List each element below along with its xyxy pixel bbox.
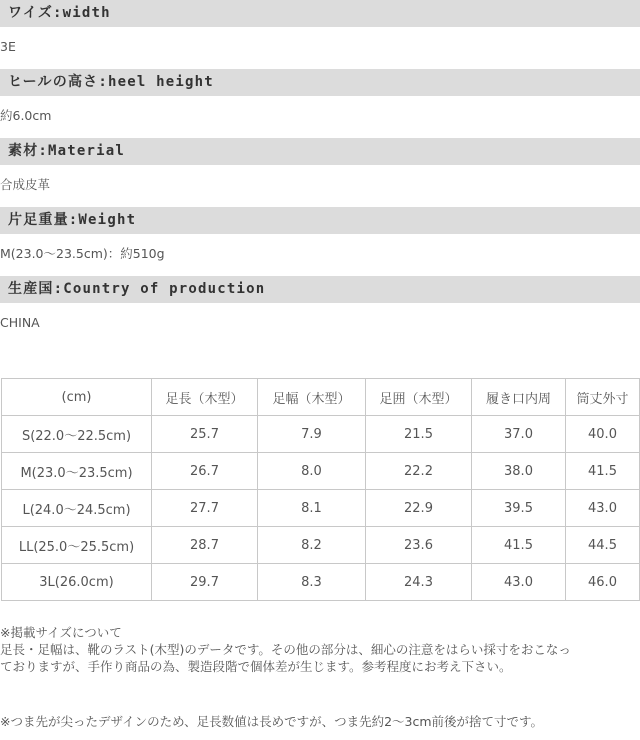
table-row [2,453,640,490]
table-cell: 41.5 [566,453,640,490]
size-table-header-row [2,379,640,416]
spec-header-weight: 片足重量:Weight [0,207,640,234]
spec-value-weight: M(23.0〜23.5cm)：約510g [0,246,165,261]
table-cell: 8.0 [258,453,366,490]
size-note-heading: ※掲載サイズについて [0,625,122,640]
table-cell: LL(25.0〜25.5cm) [2,527,152,564]
table-cell: 3L(26.0cm) [2,564,152,601]
size-table [1,378,640,601]
table-cell: 22.9 [366,490,472,527]
table-cell: S(22.0〜22.5cm) [2,416,152,453]
table-header-shaft-height: 筒丈外寸 [566,379,640,416]
spec-value-country: CHINA [0,315,40,330]
table-header-foot-girth: 足囲（木型） [366,379,472,416]
table-cell: 40.0 [566,416,640,453]
table-cell: M(23.0〜23.5cm) [2,453,152,490]
table-cell: 41.5 [472,527,566,564]
spec-value-heel-height: 約6.0cm [0,108,52,123]
toe-note: ※つま先が尖ったデザインのため、足長数値は長めですが、つま先約2〜3cm前後が捨て寸です。 [0,714,544,729]
table-row [2,564,640,601]
table-cell: 43.0 [472,564,566,601]
spec-value-width: 3E [0,39,16,54]
table-cell: 27.7 [152,490,258,527]
table-row [2,490,640,527]
table-header-foot-length: 足長（木型） [152,379,258,416]
spec-header-width: ワイズ:width [0,0,640,27]
table-cell: 39.5 [472,490,566,527]
spec-header-country: 生産国:Country of production [0,276,640,303]
table-header-opening-circumference: 履き口内周 [472,379,566,416]
table-cell: 26.7 [152,453,258,490]
table-cell: 43.0 [566,490,640,527]
table-cell: 7.9 [258,416,366,453]
table-row [2,416,640,453]
table-cell: 23.6 [366,527,472,564]
table-cell: L(24.0〜24.5cm) [2,490,152,527]
spec-header-heel-height: ヒールの高さ:heel height [0,69,640,96]
table-cell: 29.7 [152,564,258,601]
table-cell: 25.7 [152,416,258,453]
table-cell: 38.0 [472,453,566,490]
table-cell: 8.1 [258,490,366,527]
table-cell: 22.2 [366,453,472,490]
table-cell: 37.0 [472,416,566,453]
table-header-unit: (cm) [2,379,152,416]
table-cell: 24.3 [366,564,472,601]
table-cell: 8.2 [258,527,366,564]
spec-header-material: 素材:Material [0,138,640,165]
table-cell: 28.7 [152,527,258,564]
table-cell: 46.0 [566,564,640,601]
size-note-line: 足長・足幅は、靴のラスト(木型)のデータです。その他の部分は、細心の注意をはらい採寸をおこなっ [0,642,571,657]
spec-value-material: 合成皮革 [0,177,51,192]
size-note-line: ておりますが、手作り商品の為、製造段階で個体差が生じます。参考程度にお考え下さい。 [0,659,512,674]
table-row [2,527,640,564]
table-header-foot-width: 足幅（木型） [258,379,366,416]
table-cell: 44.5 [566,527,640,564]
table-cell: 21.5 [366,416,472,453]
table-cell: 8.3 [258,564,366,601]
